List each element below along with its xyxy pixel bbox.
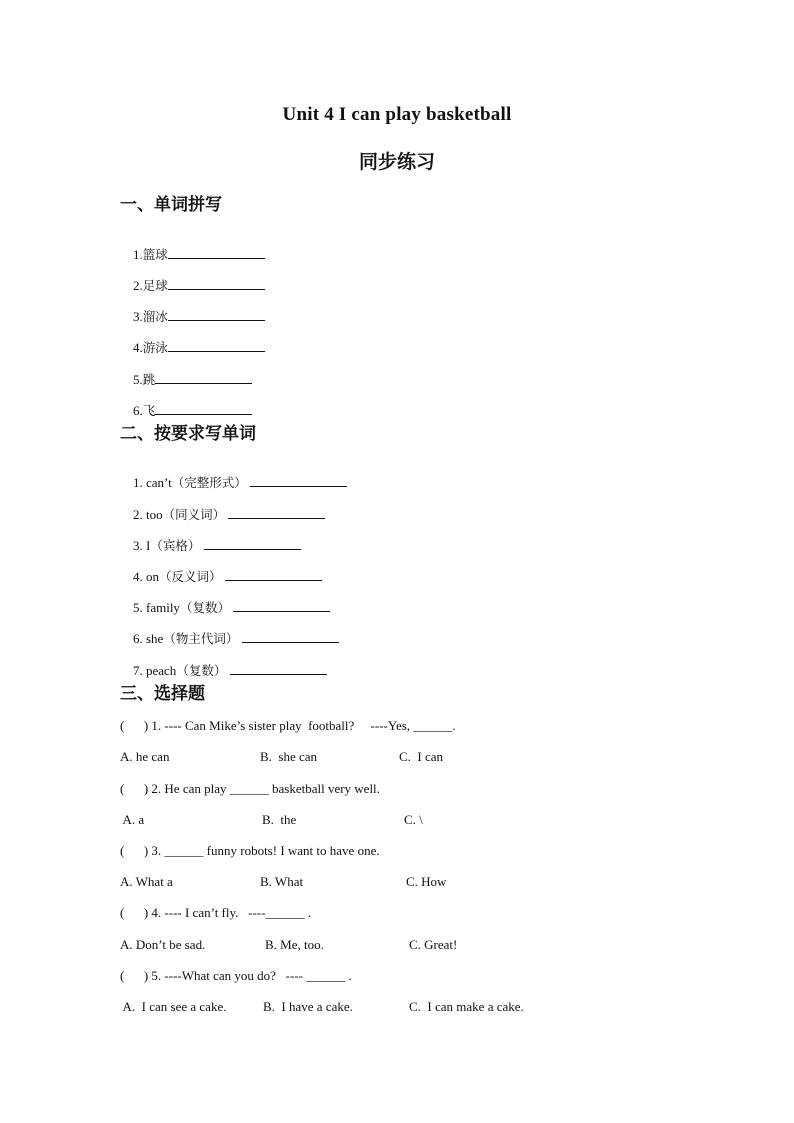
option-b[interactable]: B. the — [262, 812, 297, 827]
word-form-item: 6. she（物主代词） — [120, 614, 339, 663]
question-stem: ( ) 5. ----What can you do? ---- ______ . — [120, 968, 352, 983]
option-c[interactable]: C. How — [406, 874, 447, 889]
question-stem: ( ) 4. ---- I can’t fly. ----______ . — [120, 905, 311, 920]
option-b[interactable]: B. I have a cake. — [263, 999, 353, 1014]
question-options — [120, 999, 680, 1079]
spelling-item: 4.游泳 — [120, 323, 265, 372]
option-c[interactable]: C. I can make a cake. — [409, 999, 524, 1014]
answer-blank[interactable] — [228, 506, 325, 519]
spelling-item: 1.篮球 — [120, 230, 265, 279]
answer-blank[interactable] — [168, 277, 265, 290]
answer-blank[interactable] — [242, 630, 339, 643]
spelling-item: 5.跳 — [120, 355, 252, 404]
answer-blank[interactable] — [233, 599, 330, 612]
word-form-item: 5. family（复数） — [120, 583, 330, 632]
spelling-item: 2.足球 — [120, 261, 265, 310]
answer-blank[interactable] — [168, 246, 265, 259]
word-form-item: 7. peach（复数） — [120, 646, 327, 695]
answer-blank[interactable] — [225, 568, 322, 581]
question-stem: ( ) 1. ---- Can Mike’s sister play football? ----Yes, ______. — [120, 718, 456, 733]
word-form-item: 2. too（同义词） — [120, 490, 325, 539]
answer-blank[interactable] — [204, 537, 301, 550]
option-c[interactable]: C. I can — [399, 749, 444, 764]
answer-blank[interactable] — [250, 474, 347, 487]
answer-blank[interactable] — [168, 308, 265, 321]
question-stem: ( ) 3. ______ funny robots! I want to have one. — [120, 843, 380, 858]
option-b[interactable]: B. Me, too. — [265, 937, 324, 952]
answer-blank[interactable] — [155, 371, 252, 384]
section-heading-multiple-choice: 三、选择题 — [120, 684, 205, 704]
section-heading-word-forms: 二、按要求写单词 — [120, 424, 256, 444]
option-a[interactable]: A. a — [120, 812, 145, 827]
question-stem: ( ) 2. He can play ______ basketball very well. — [120, 781, 380, 796]
option-a[interactable]: A. Don’t be sad. — [120, 937, 206, 952]
spelling-item: 6.飞 — [120, 386, 252, 435]
spelling-item: 3.溜冰 — [120, 292, 265, 341]
word-form-item: 3. I（宾格） — [120, 521, 301, 570]
option-c[interactable]: C. Great! — [409, 937, 458, 952]
option-a[interactable]: A. I can see a cake. — [120, 999, 227, 1014]
option-b[interactable]: B. she can — [260, 749, 318, 764]
page-subtitle: 同步练习 — [358, 151, 435, 173]
answer-blank[interactable] — [230, 662, 327, 675]
word-form-item: 4. on（反义词） — [120, 552, 322, 601]
answer-blank[interactable] — [168, 339, 265, 352]
word-form-item: 1. can’t（完整形式） — [120, 458, 347, 507]
option-a[interactable]: A. What a — [120, 874, 173, 889]
option-c[interactable]: C. \ — [404, 812, 423, 827]
page-title: Unit 4 I can play basketball — [282, 104, 512, 125]
option-b[interactable]: B. What — [260, 874, 304, 889]
answer-blank[interactable] — [155, 402, 252, 415]
section-heading-spelling: 一、单词拼写 — [120, 195, 222, 215]
option-a[interactable]: A. he can — [120, 749, 170, 764]
